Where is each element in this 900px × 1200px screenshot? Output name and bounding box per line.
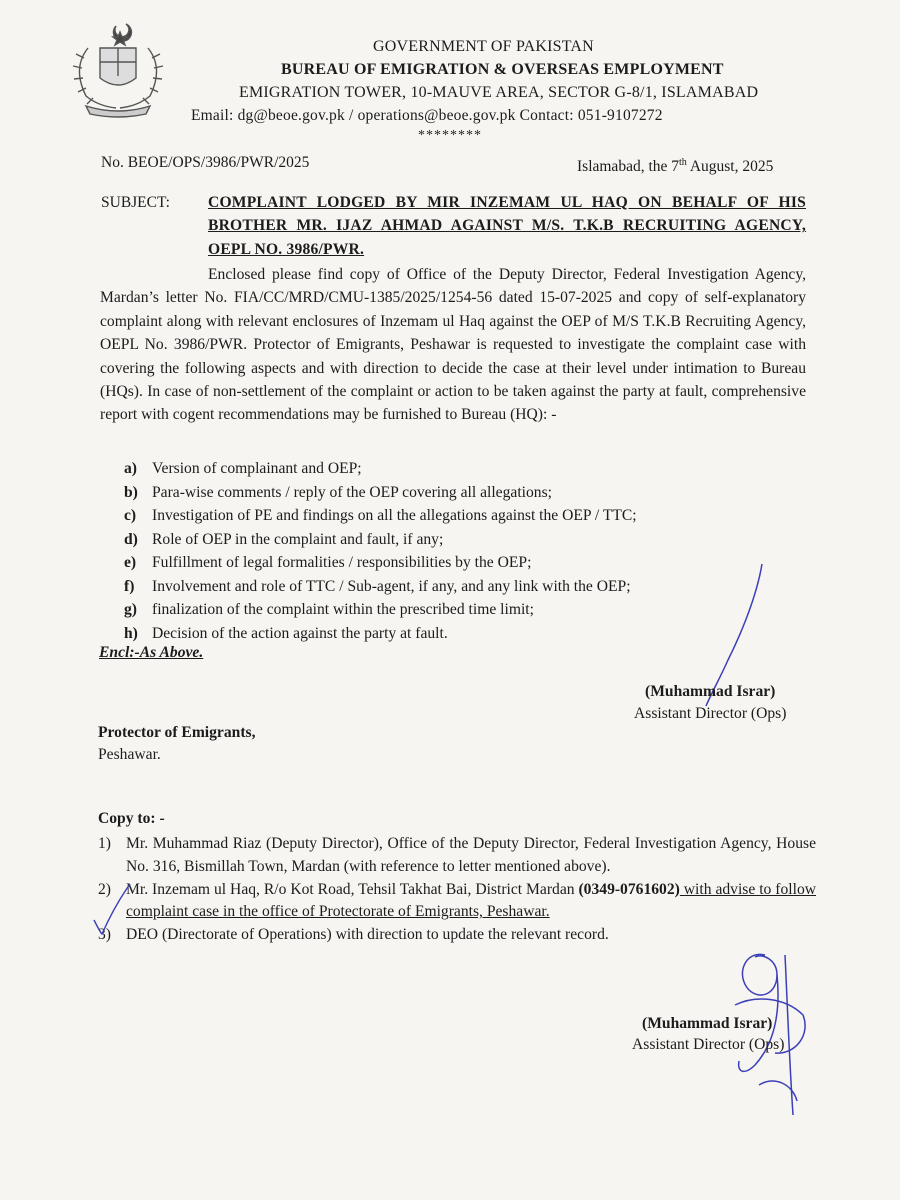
enclosure-note: Encl:-As Above. [99, 644, 204, 661]
item-label: d) [124, 530, 138, 548]
item-label: h) [124, 624, 138, 642]
tick-mark-icon [88, 880, 134, 940]
item-text: Decision of the action against the party at fault. [152, 624, 448, 642]
letterhead-bureau: BUREAU OF EMIGRATION & OVERSEAS EMPLOYMENT [281, 61, 724, 78]
list-item [98, 879, 816, 925]
date-suffix: August, 2025 [686, 158, 774, 176]
item-text: Mr. Muhammad Riaz (Deputy Director), Office of the Deputy Director, Federal Investigation Agency, House No. 316, Bismillah Town, Mardan (with reference to letter mentioned above). [126, 835, 816, 875]
item-text [126, 879, 816, 925]
list-item [98, 833, 816, 879]
item-text: Fulfillment of legal formalities / responsibilities by the OEP; [152, 554, 532, 571]
item-text: Involvement and role of TTC / Sub-agent, if any, and any link with the OEP; [152, 577, 631, 595]
list-item [124, 528, 637, 552]
addressee-title: Protector of Emigrants, [98, 724, 256, 741]
body-paragraph: Enclosed please find copy of Office of the Deputy Director, Federal Investigation Agency, Mardan’s letter No. FIA/CC/MRD/CMU-1385/2025/1254-56 dated 15-07-2025 and copy of self-explanatory complaint along with relevant enclosures of Inzemam ul Haq against the OEP of M/S T.K.B Recruiting Agency, OEPL No. 3986/PWR. Protector of Emigrants, Peshawar is requested to investigate the complaint case with covering the following aspects and with direction to decide the case at their level under intimation to Bureau (HQs). In case of non-settlement of the complaint or action to be taken against the party at fault, comprehensive report with cogent recommendations may be furnished to Bureau (HQ): - [100, 266, 806, 424]
addressee-city: Peshawar. [98, 746, 161, 763]
list-item [124, 481, 637, 505]
list-item [124, 551, 637, 575]
list-item [124, 622, 637, 646]
item-label: a) [124, 460, 137, 477]
item-number: 2) [98, 880, 111, 898]
item-phone: (0349-0761602) [578, 880, 680, 898]
item-text: finalization of the complaint within the prescribed time limit; [152, 601, 534, 618]
letterhead-contact: Email: dg@beoe.gov.pk / operations@beoe.gov.pk Contact: 051-9107272 [191, 107, 663, 124]
subject-title: COMPLAINT LODGED BY MIR INZEMAM UL HAQ ON BEHALF OF HIS BROTHER MR. IJAZ AHMAD AGAINST M/S. T.K.B RECRUITING AGENCY, OEPL NO. 3986/PWR. [208, 194, 806, 258]
list-item [124, 598, 637, 622]
signatory-designation-copy: Assistant Director (Ops) [632, 1036, 785, 1053]
date-prefix: Islamabad, the 7 [577, 158, 680, 176]
letterhead-government: GOVERNMENT OF PAKISTAN [373, 38, 594, 55]
reference-date [577, 151, 773, 178]
signatory-designation: Assistant Director (Ops) [634, 705, 787, 722]
item-text-a: Mr. Inzemam ul Haq, R/o Kot Road, Tehsil Takhat Bai, District Mardan [126, 880, 579, 898]
item-text: Role of OEP in the complaint and fault, if any; [152, 530, 444, 548]
item-label: b) [124, 483, 138, 501]
list-item [98, 924, 816, 947]
item-label: f) [124, 577, 135, 595]
list-item [124, 504, 637, 528]
state-emblem-icon [58, 18, 178, 118]
subject-label: SUBJECT: [101, 194, 170, 211]
item-text: Investigation of PE and findings on all the allegations against the OEP / TTC; [152, 507, 637, 524]
item-label: g) [124, 601, 137, 618]
item-label: e) [124, 554, 137, 571]
item-text: DEO (Directorate of Operations) with direction to update the relevant record. [126, 926, 609, 944]
list-item [124, 457, 637, 481]
item-text: Para-wise comments / reply of the OEP covering all allegations; [152, 483, 552, 501]
signatory-name: (Muhammad Israr) [645, 683, 776, 700]
copy-to-list [98, 833, 816, 947]
signatory-name-copy: (Muhammad Israr) [642, 1015, 773, 1032]
copy-to-heading: Copy to: - [98, 810, 165, 827]
list-item [124, 575, 637, 599]
letterhead-address: EMIGRATION TOWER, 10-MAUVE AREA, SECTOR G-8/1, ISLAMABAD [239, 84, 759, 101]
reference-number: No. BEOE/OPS/3986/PWR/2025 [101, 154, 310, 171]
date-superscript: th [679, 157, 687, 168]
item-label: c) [124, 507, 137, 524]
item-text: Version of complainant and OEP; [152, 460, 362, 477]
aspects-list [124, 457, 637, 645]
letterhead-divider: ******** [418, 128, 482, 143]
item-text-b: with advise to follow complaint case in the office of Protectorate of Emigrants, Peshawar. [126, 880, 817, 921]
item-number: 3) [98, 926, 111, 944]
item-number: 1) [98, 835, 111, 852]
